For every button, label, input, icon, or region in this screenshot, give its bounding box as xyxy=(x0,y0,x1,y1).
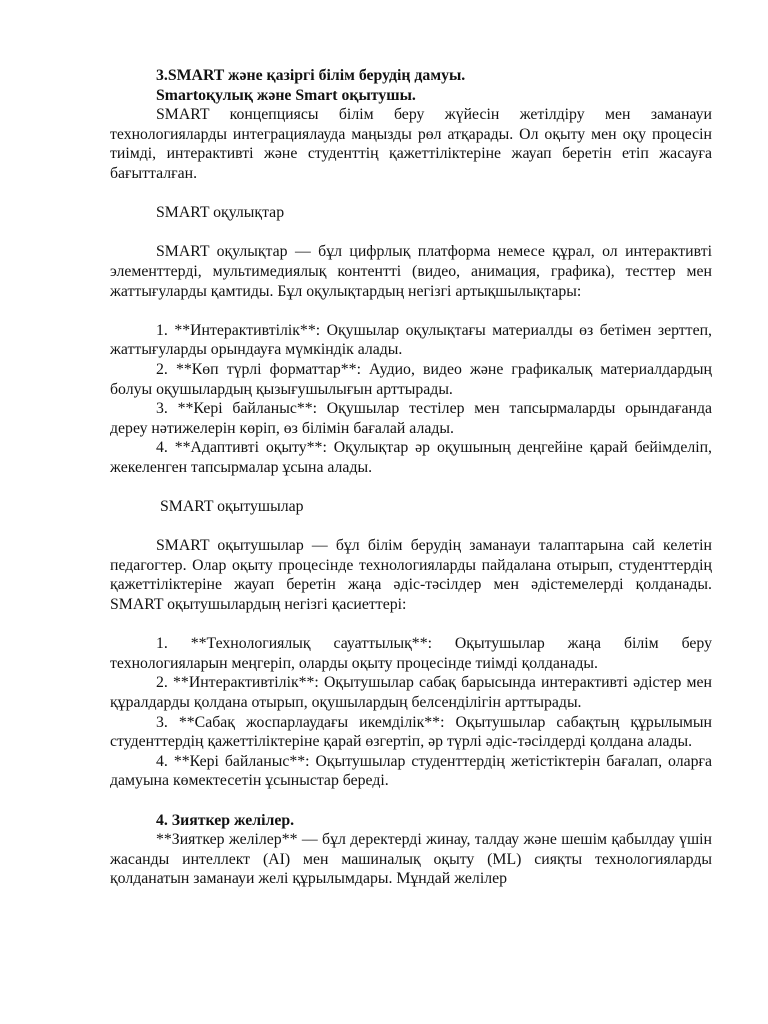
section4-paragraph: **Зияткер желілер** — бұл деректерді жинау, талдау және шешім қабылдау үшін жасанды интеллект (AI) мен машиналық оқыту (ML) сияқты технологияларды қолданатын заманауи желі құрылымдары. Мұндай желілер xyxy=(110,831,712,888)
teachers-list-item: 1. **Технологиялық сауаттылық**: Оқытушылар жаңа білім беру технологияларын меңгеріп, оларды оқыту процесінде тиімді қолданады. xyxy=(110,635,712,672)
teachers-paragraph: SMART оқытушылар — бұл білім берудің заманауи талаптарына сай келетін педагогтер. Олар оқыту процесінде технологияларды пайдалана отырып, студенттердің қажеттіліктеріне жауап беретін жаңа әдіс-тәсілдер мен әдістемелерді қолданады. SMART оқытушылардың негізгі қасиеттері: xyxy=(110,537,712,614)
textbooks-list-item: 4. **Адаптивті оқыту**: Оқулықтар әр оқушының деңгейіне қарай бейімделіп, жекеленген тапсырмалар ұсына алады. xyxy=(110,439,712,476)
spacer xyxy=(110,517,712,537)
textbooks-heading: SMART оқулықтар xyxy=(156,204,285,222)
teachers-list-item: 3. **Сабақ жоспарлаудағы икемділік**: Оқытушылар сабақтың құрылымын студенттердің қажеттіліктеріне қарай өзгертіп, әр түрлі әдіс-тәсілдерді қолдана алады. xyxy=(110,713,712,751)
document-page xyxy=(110,66,712,889)
intro-paragraph: SMART концепциясы білім беру жүйесін жетілдіру мен заманауи технологияларды интеграциялауда маңызды рөл атқарады. Ол оқыту мен оқу процесін тиімді, интерактивті және студенттің қажеттіліктеріне жауап беретін етіп жасауға бағытталған. xyxy=(110,106,712,182)
teachers-list-item: 4. **Кері байланыс**: Оқытушылар студенттердің жетістіктерін бағалап, оларға дамуына көмектесетін ұсыныстар береді. xyxy=(110,752,712,790)
spacer xyxy=(110,615,712,635)
textbooks-list-item: 2. **Көп түрлі форматтар**: Аудио, видео және графикалық материалдардың болуы оқушылардың қызығушылығын арттырады. xyxy=(110,360,712,398)
section4-title: 4. Зияткер желілер. xyxy=(156,811,295,829)
section3-title: 3.SMART және қазіргі білім берудің дамуы. xyxy=(156,67,466,84)
textbooks-list-item: 3. **Кері байланыс**: Оқушылар тестілер мен тапсырмаларды орындағанда дереу нәтижелерін көріп, өз білімін бағалай алады. xyxy=(110,400,712,437)
spacer xyxy=(110,223,712,243)
spacer xyxy=(110,791,712,811)
teachers-heading: SMART оқытушылар xyxy=(160,498,304,516)
section3-subtitle: Smartоқулық және Smart оқытушы. xyxy=(156,86,416,104)
teachers-list-item: 2. **Интерактивтілік**: Оқытушылар сабақ барысында интерактивті әдістер мен құралдарды қолдана отырып, оқушылардың белсенділігін арттырады. xyxy=(110,674,712,711)
spacer xyxy=(110,184,712,204)
textbooks-paragraph: SMART оқулықтар — бұл цифрлық платформа немесе құрал, ол интерактивті элементтерді, мультимедиялық контентті (видео, анимация, графика), тесттер мен жаттығуларды қамтиды. Бұл оқулықтардың негізгі артықшылықтары: xyxy=(110,243,712,300)
textbooks-list-item: 1. **Интерактивтілік**: Оқушылар оқулықтағы материалды өз бетімен зерттеп, жаттығуларды орындауға мүмкіндік алады. xyxy=(110,321,712,359)
spacer xyxy=(110,301,712,321)
spacer xyxy=(110,477,712,497)
